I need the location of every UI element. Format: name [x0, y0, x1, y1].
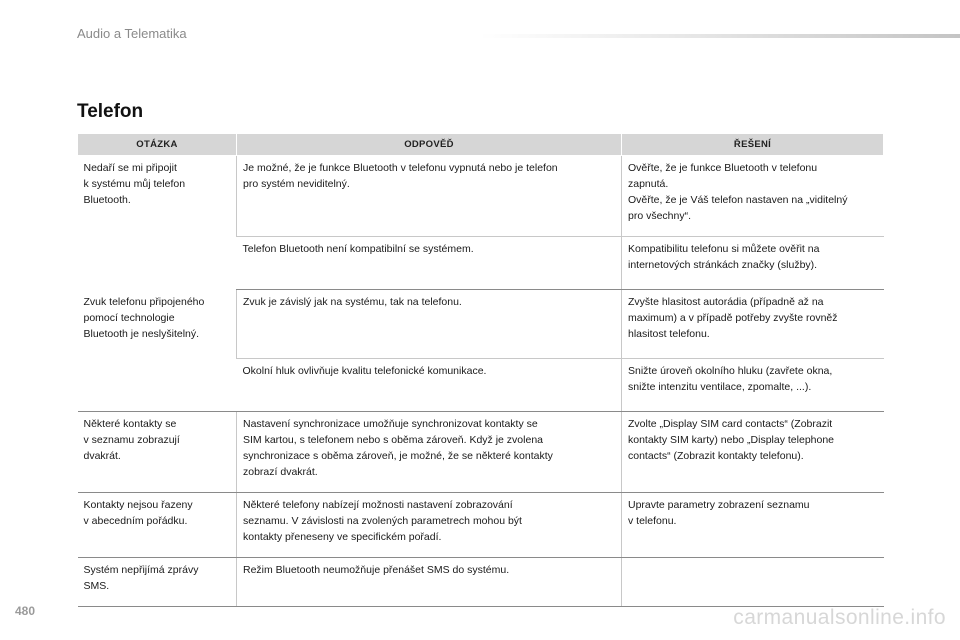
column-header-answer: ODPOVĚĎ — [237, 134, 622, 156]
watermark: carmanualsonline.info — [733, 606, 946, 629]
table-row — [78, 412, 884, 493]
table-header-row — [78, 134, 884, 156]
answer-cell: Nastavení synchronizace umožňuje synchronizovat kontakty se SIM kartou, s telefonem nebo s oběma zároveň. Když je zvolena synchronizace s oběma zároveň, je možné, že se některé kontakty zobrazí dvakrát. — [237, 412, 622, 493]
answer-cell: Okolní hluk ovlivňuje kvalitu telefonické komunikace. — [237, 359, 622, 412]
table-row — [78, 290, 884, 359]
solution-cell: Zvolte „Display SIM card contacts“ (Zobrazit kontakty SIM karty) nebo „Display telephone contacts“ (Zobrazit kontakty telefonu). — [622, 412, 884, 493]
answer-cell: Je možné, že je funkce Bluetooth v telefonu vypnutá nebo je telefon pro systém neviditelný. — [237, 156, 622, 237]
solution-cell: Upravte parametry zobrazení seznamu v telefonu. — [622, 493, 884, 558]
header-divider — [480, 34, 960, 38]
solution-cell: Kompatibilitu telefonu si můžete ověřit na internetových stránkách značky (služby). — [622, 237, 884, 290]
solution-cell: Zvyšte hlasitost autorádia (případně až na maximum) a v případě potřeby zvyšte rovněž hlasitost telefonu. — [622, 290, 884, 359]
answer-cell: Některé telefony nabízejí možnosti nastavení zobrazování seznamu. V závislosti na zvolených parametrech mohou být kontakty přeneseny ve specifickém pořadí. — [237, 493, 622, 558]
answer-cell: Zvuk je závislý jak na systému, tak na telefonu. — [237, 290, 622, 359]
header-title: Audio a Telematika — [77, 26, 187, 41]
question-cell: Zvuk telefonu připojeného pomocí technologie Bluetooth je neslyšitelný. — [78, 290, 237, 412]
page-number: 480 — [15, 604, 36, 618]
question-cell: Nedaří se mi připojit k systému můj telefon Bluetooth. — [83, 162, 186, 206]
troubleshooting-table — [77, 133, 884, 607]
table-row — [78, 493, 884, 558]
solution-cell — [622, 558, 884, 607]
column-header-question: OTÁZKA — [78, 134, 237, 156]
question-cell: Systém nepřijímá zprávy SMS. — [78, 558, 237, 607]
column-header-solution: ŘEŠENÍ — [622, 134, 884, 156]
solution-cell: Snižte úroveň okolního hluku (zavřete okna, snižte intenzitu ventilace, zpomalte, ...). — [622, 359, 884, 412]
answer-cell: Telefon Bluetooth není kompatibilní se systémem. — [237, 237, 622, 290]
table-row — [78, 558, 884, 607]
question-cell: Některé kontakty se v seznamu zobrazují dvakrát. — [78, 412, 237, 493]
question-cell: Kontakty nejsou řazeny v abecedním pořádku. — [78, 493, 237, 558]
section-title: Telefon — [77, 101, 144, 122]
solution-cell: Ověřte, že je funkce Bluetooth v telefonu zapnutá. Ověřte, že je Váš telefon nastaven na „viditelný pro všechny“. — [622, 156, 884, 237]
answer-cell: Režim Bluetooth neumožňuje přenášet SMS do systému. — [237, 558, 622, 607]
table-row — [78, 156, 884, 237]
